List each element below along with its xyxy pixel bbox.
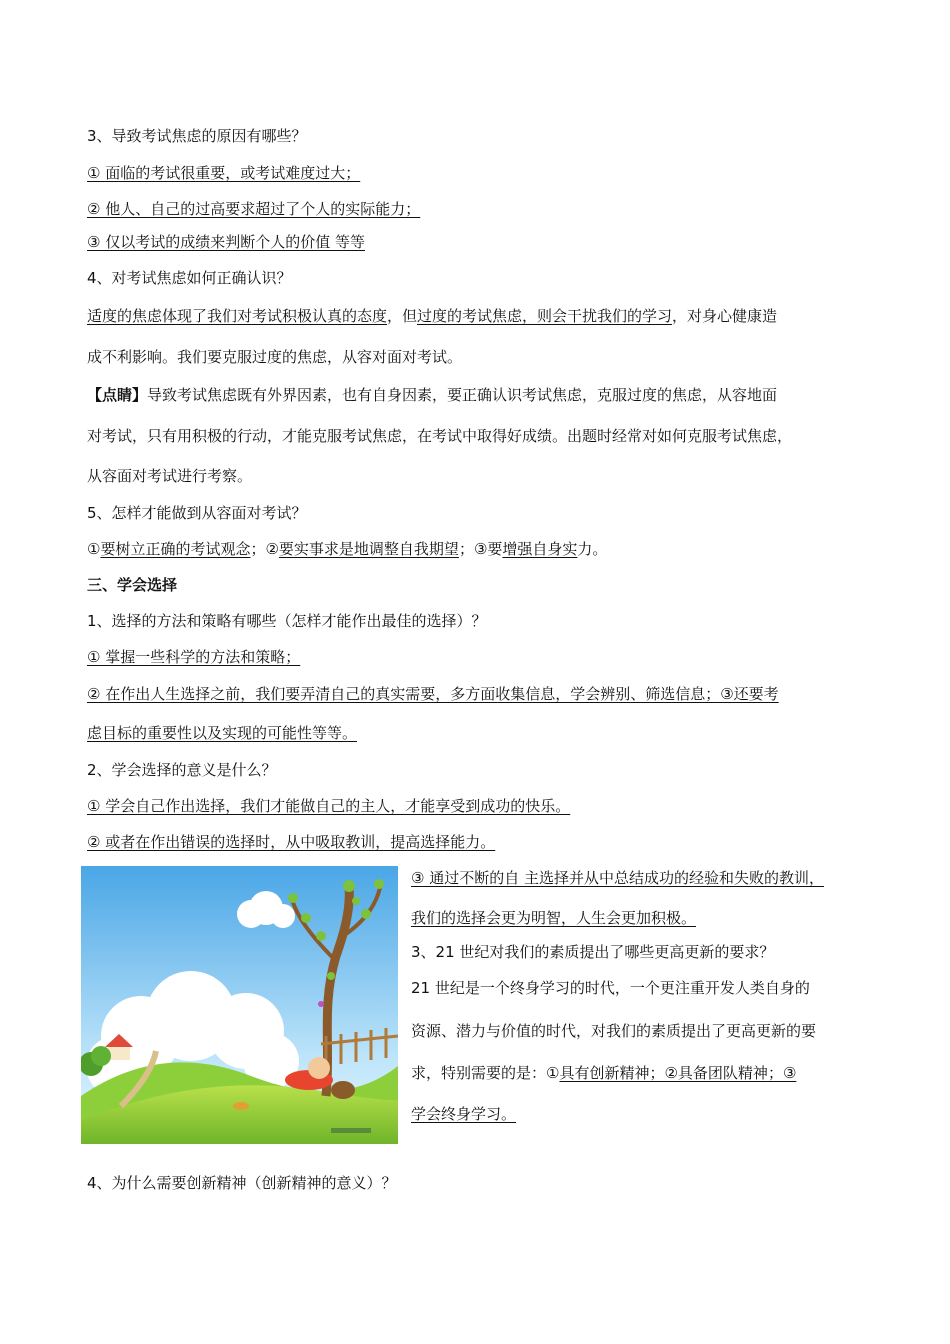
tip-line-2: 对考试，只有用积极的行动，才能克服考试焦虑，在考试中取得好成绩。出题时经常对如何克服考试焦虑， xyxy=(87,427,793,445)
answer-5-item-2: 要实事求是地调整自我期望 xyxy=(278,540,459,558)
cartoon-illustration xyxy=(81,866,398,1144)
choice-answer-2-line-1: ② 在作出人生选择之前，我们要弄清自己的真实需要，多方面收集信息，学会辨别、筛选信息；③还要考 xyxy=(87,685,779,703)
answer-4-phrase-d: ，对身心健康造 xyxy=(672,307,778,325)
requirement-lifelong-learning: 学会终身学习。 xyxy=(411,1105,517,1123)
choice-question-3: 3、21 世纪对我们的素质提出了哪些更高更新的要求？ xyxy=(411,943,775,961)
answer-5-sep-2: ；③要 xyxy=(458,540,503,558)
tip-label: 【点睛】 xyxy=(87,386,148,404)
question-3-causes: 3、导致考试焦虑的原因有哪些？ xyxy=(87,127,307,145)
answer-cause-3: ③ 仅以考试的成绩来判断个人的价值 等等 xyxy=(87,233,365,251)
choice-question-2: 2、学会选择的意义是什么？ xyxy=(87,761,277,779)
requirement-sep-1: ；② xyxy=(649,1064,678,1082)
answer-5-end: 力。 xyxy=(577,540,608,558)
choice-question-1: 1、选择的方法和策略有哪些（怎样才能作出最佳的选择）？ xyxy=(87,612,487,630)
requirement-sep-2: ；③ xyxy=(767,1064,797,1082)
choice-meaning-3-line-1: ③ 通过不断的自 主选择并从中总结成功的经验和失败的教训， xyxy=(411,869,824,887)
choice-question-3-answer-line-1: 21 世纪是一个终身学习的时代，一个更注重开发人类自身的 xyxy=(411,979,810,997)
question-4-recognition: 4、对考试焦虑如何正确认识？ xyxy=(87,269,292,287)
choice-question-4: 4、为什么需要创新精神（创新精神的意义）？ xyxy=(87,1174,397,1192)
answer-4-phrase-c: 过度的考试焦虑，则会干扰我们的学习 xyxy=(417,307,673,325)
answer-5-item-1: 要树立正确的考试观念 xyxy=(100,540,251,558)
answer-4-phrase-b: ，但 xyxy=(387,307,418,325)
requirement-innovation: 具有创新精神 xyxy=(559,1064,650,1082)
section-3-heading: 三、学会选择 xyxy=(87,576,178,594)
answer-5-num-1: ① xyxy=(87,540,101,558)
answer-4-line-2: 成不利影响。我们要克服过度的焦虑，从容对面对考试。 xyxy=(87,348,463,366)
tip-text-1: 导致考试焦虑既有外界因素，也有自身因素，要正确认识考试焦虑，克服过度的焦虑，从容地面 xyxy=(147,386,778,404)
question-5-calm: 5、怎样才能做到从容面对考试？ xyxy=(87,504,307,522)
answer-4-phrase-a: 适度的焦虑体现了我们对考试积极认真的态度 xyxy=(87,307,388,325)
requirements-intro: 求，特别需要的是：① xyxy=(411,1064,560,1082)
answer-cause-2: ② 他人、自己的过高要求超过了个人的实际能力； xyxy=(87,200,421,218)
choice-question-3-answer-line-2: 资源、潜力与价值的时代，对我们的素质提出了更高更新的要 xyxy=(411,1022,817,1040)
tip-line-3: 从容面对考试进行考察。 xyxy=(87,467,253,485)
choice-answer-1: ① 掌握一些科学的方法和策略； xyxy=(87,648,301,666)
answer-cause-1: ① 面临的考试很重要，或考试难度过大； xyxy=(87,164,361,182)
choice-meaning-2: ② 或者在作出错误的选择时，从中吸取教训，提高选择能力。 xyxy=(87,833,496,851)
choice-meaning-3-line-2: 我们的选择会更为明智，人生会更加积极。 xyxy=(411,909,697,927)
answer-4-line-1 xyxy=(87,306,777,326)
choice-meaning-1: ① 学会自己作出选择，我们才能做自己的主人，才能享受到成功的快乐。 xyxy=(87,797,571,815)
answer-5-sep-1: ；② xyxy=(250,540,279,558)
landscape-image xyxy=(81,866,398,1144)
answer-5-item-3: 增强自身实 xyxy=(502,540,578,558)
choice-answer-2-line-2: 虑目标的重要性以及实现的可能性等等。 xyxy=(87,724,358,742)
requirement-teamwork: 具备团队精神 xyxy=(677,1064,768,1082)
answer-5 xyxy=(87,539,607,559)
choice-question-3-answer-line-3 xyxy=(411,1063,796,1083)
tip-line-1 xyxy=(87,385,777,405)
